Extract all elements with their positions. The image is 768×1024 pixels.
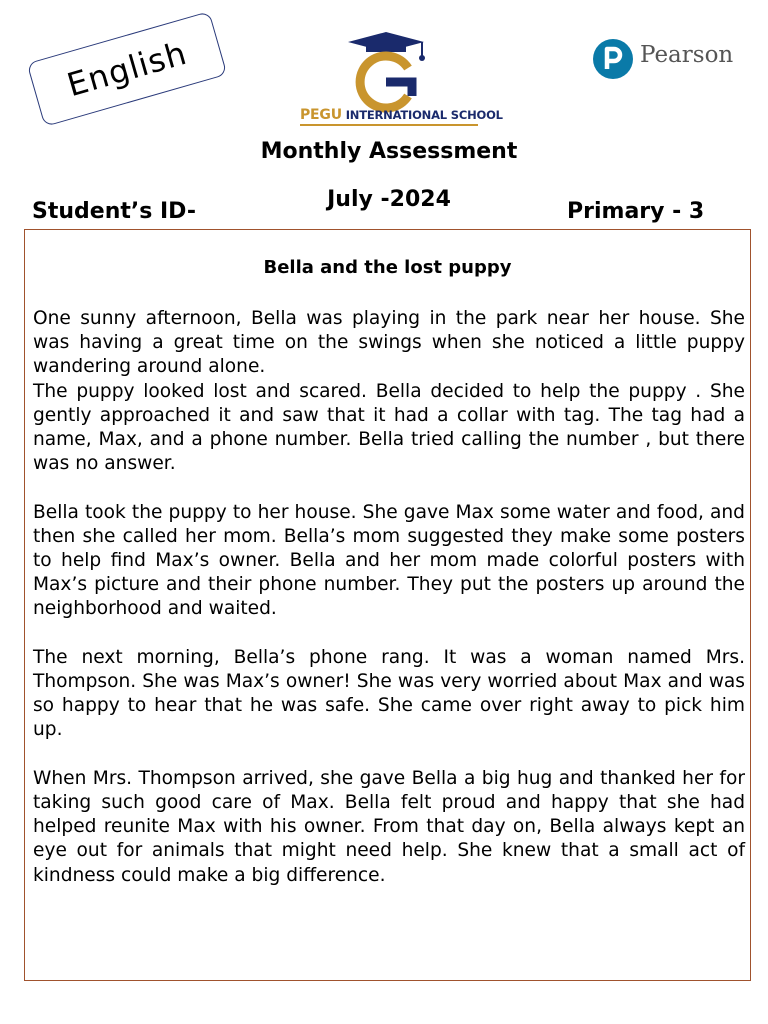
school-name-underline: [300, 124, 478, 126]
pearson-p-icon: [592, 38, 634, 80]
grade-label: Primary - 3: [567, 199, 705, 224]
story-title: Bella and the lost puppy: [263, 257, 512, 278]
story-paragraph: Bella took the puppy to her house. She gave Max some water and food, and then she called her mom. Bella’s mom suggested they make some posters to help find Max’s owner. Bella and her mom made colorful posters with Max’s picture and their phone number. They put the posters up around the neighborhood and waited.: [33, 501, 745, 620]
story-box: [24, 229, 751, 981]
story-body: [33, 307, 745, 888]
pearson-brand-name: Pearson: [640, 42, 734, 68]
assessment-month: July -2024: [327, 187, 451, 212]
subject-badge: [27, 11, 228, 127]
story-paragraph: The puppy looked lost and scared. Bella decided to help the puppy . She gently approached it and saw that it had a collar with tag. The tag had a name, Max, and a phone number. Bella tried calling the number , but there was no answer.: [33, 380, 745, 475]
assessment-title: Monthly Assessment: [260, 139, 518, 164]
story-paragraph: One sunny afternoon, Bella was playing in the park near her house. She was having a great time on the swings when she noticed a little puppy wandering around alone.: [33, 308, 745, 378]
school-name: PEGU INTERNATIONAL SCHOOL: [300, 107, 503, 123]
subject-badge-label: English: [62, 33, 192, 105]
student-id-label: Student’s ID-: [32, 199, 196, 224]
story-paragraph: The next morning, Bella’s phone rang. It was a woman named Mrs. Thompson. She was Max’s owner! She was very worried about Max and was so happy to hear that he was safe. She came over right away to pick him up.: [33, 646, 745, 741]
story-paragraph: When Mrs. Thompson arrived, she gave Bella a big hug and thanked her for taking such good care of Max. Bella felt proud and happy that she had helped reunite Max with his owner. From that day on, Bella always kept an eye out for animals that might need help. She knew that a small act of kindness could make a big difference.: [33, 767, 745, 886]
